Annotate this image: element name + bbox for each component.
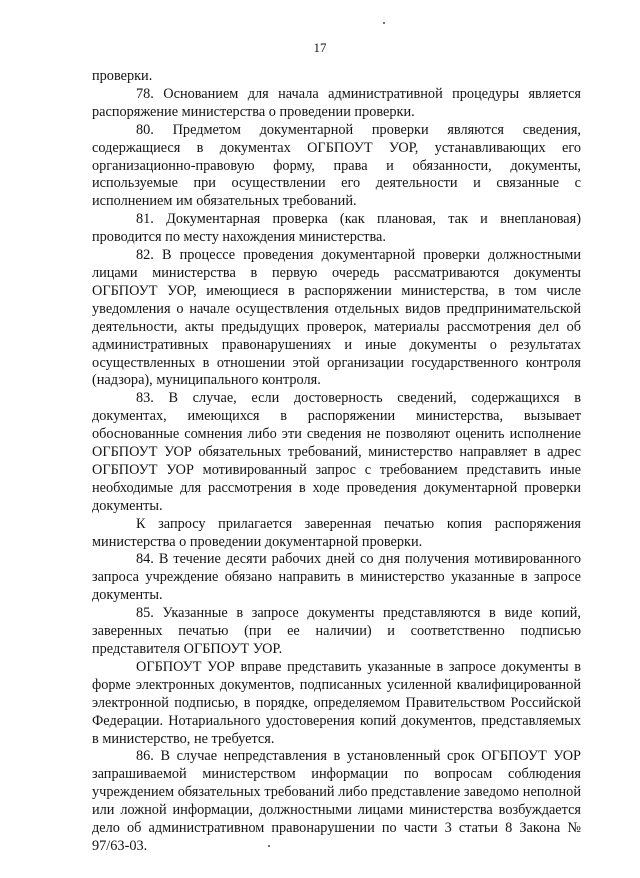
paragraph-83: 83. В случае, если достоверность сведений, содержащихся в документах, имеющихся в распоряжении министерства, вызывает обоснованные сомнения либо эти сведения не позволяют оценить исполнение ОГБПОУТ УОР обязательных требований, министерство направляет в адрес ОГБПОУТ УОР мотивированный запрос с требованием представить иные необходимые для рассмотрения в ходе проведения документарной проверки документы.: [92, 390, 581, 514]
paragraph-82: 82. В процессе проведения документарной проверки должностными лицами министерства в первую очередь рассматриваются документы ОГБПОУТ УОР, имеющиеся в распоряжении министерства, в том числе уведомления о начале осуществления отдельных видов предпринимательской деятельности, акты предыдущих проверок, материалы рассмотрения дел об административных правонарушениях и иные документы о результатах осуществленных в отношении этой организации государственного контроля (надзора), муниципального контроля.: [92, 247, 581, 389]
paragraph-84: 84. В течение десяти рабочих дней со дня получения мотивированного запроса учреждение обязано направить в министерство указанные в запросе документы.: [92, 551, 581, 604]
paragraph-83-attachment: К запросу прилагается заверенная печатью копия распоряжения министерства о проведении документарной проверки.: [92, 515, 581, 550]
paragraph-78: 78. Основанием для начала административной процедуры является распоряжение министерства о проведении проверки.: [92, 85, 581, 120]
paragraph-86: 86. В случае непредставления в установленный срок ОГБПОУТ УОР запрашиваемой министерством информации по вопросам соблюдения учреждением обязательных требований либо представление заведомо неполной или ложной информации, должностными лицами министерства возбуждается дело об административном правонарушении по части 3 статьи 8 Закона № 97/63-03.: [92, 748, 581, 854]
paragraph-81: 81. Документарная проверка (как плановая, так и внеплановая) проводится по месту нахождения министерства.: [92, 211, 581, 246]
paragraph-80: 80. Предметом документарной проверки являются сведения, содержащиеся в документах ОГБПОУТ УОР, устанавливающих его организационно-правовую форму, права и обязанности, документы, используемые при осуществлении его деятельности и связанные с исполнением им обязательных требований.: [92, 121, 581, 210]
page-number: 17: [313, 40, 327, 55]
paragraph-85-electronic: ОГБПОУТ УОР вправе представить указанные в запросе документы в форме электронных документов, подписанных усиленной квалифицированной электронной подписью, в порядке, определяемом Правительством Российской Федерации. Нотариального удостоверения копий документов, представляемых в министерство, не требуется.: [92, 658, 581, 747]
document-body: [92, 68, 581, 856]
paragraph-85: 85. Указанные в запросе документы представляются в виде копий, заверенных печатью (при ее наличии) и соответственно подписью представителя ОГБПОУТ УОР.: [92, 605, 581, 657]
scan-speck: [383, 22, 385, 24]
paragraph-continuation: проверки.: [92, 68, 153, 84]
